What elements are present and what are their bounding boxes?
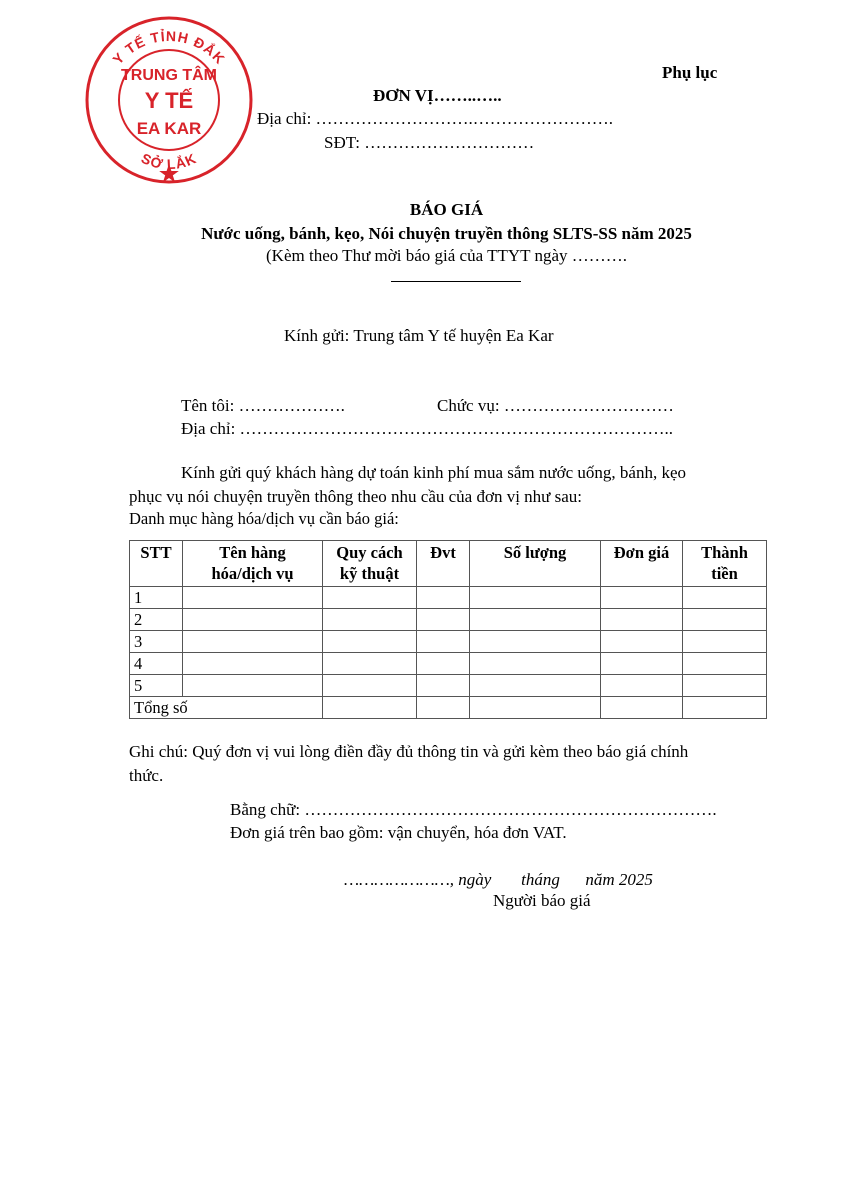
intro-line1: Kính gửi quý khách hàng dự toán kinh phí mua sắm nước uống, bánh, kẹo bbox=[181, 463, 686, 482]
cell-unit bbox=[417, 631, 470, 653]
sender-name: Tên tôi: ………………. bbox=[181, 396, 345, 415]
cell-item-name bbox=[183, 631, 323, 653]
table-row bbox=[130, 675, 767, 697]
stamp-line1: TRUNG TÂM bbox=[121, 67, 217, 84]
cell-stt: 2 bbox=[130, 609, 183, 631]
header-unit: Đvt bbox=[417, 541, 470, 587]
signer-title: Người báo giá bbox=[493, 891, 591, 910]
table-row bbox=[130, 631, 767, 653]
cell-total-amount bbox=[683, 697, 767, 719]
title-divider bbox=[391, 281, 521, 282]
cell-unit-price bbox=[601, 675, 683, 697]
cell-quantity bbox=[470, 631, 601, 653]
price-includes-note: Đơn giá trên bao gồm: vận chuyển, hóa đơn VAT. bbox=[230, 823, 567, 842]
cell-amount bbox=[683, 609, 767, 631]
cell-stt: 1 bbox=[130, 587, 183, 609]
unit-phone: SĐT: ………………………… bbox=[324, 133, 535, 152]
cell-unit bbox=[417, 587, 470, 609]
table-row bbox=[130, 587, 767, 609]
cell-total-label: Tổng số bbox=[130, 697, 323, 719]
page-title: BÁO GIÁ bbox=[409, 200, 484, 219]
cell-stt: 4 bbox=[130, 653, 183, 675]
table-header-row bbox=[130, 541, 767, 587]
unit-name: ĐƠN VỊ……..….. bbox=[373, 86, 502, 105]
intro-line2: phục vụ nói chuyện truyền thông theo nhu cầu của đơn vị như sau: bbox=[129, 487, 583, 506]
cell-spec bbox=[323, 631, 417, 653]
table-row bbox=[130, 653, 767, 675]
cell-total-unit-price bbox=[601, 697, 683, 719]
cell-spec bbox=[323, 675, 417, 697]
cell-item-name bbox=[183, 609, 323, 631]
cell-unit-price bbox=[601, 609, 683, 631]
cell-spec bbox=[323, 587, 417, 609]
stamp-line2: Y TẾ bbox=[144, 88, 194, 113]
header-quantity: Số lượng bbox=[470, 541, 601, 587]
cell-amount bbox=[683, 631, 767, 653]
recipient-line: Kính gửi: Trung tâm Y tế huyện Ea Kar bbox=[284, 326, 554, 345]
appendix-label: Phụ lục bbox=[662, 63, 718, 82]
list-caption: Danh mục hàng hóa/dịch vụ cần báo giá: bbox=[129, 509, 399, 528]
note-line1: Ghi chú: Quý đơn vị vui lòng điền đầy đủ thông tin và gửi kèm theo báo giá chính bbox=[129, 742, 689, 761]
cell-stt: 3 bbox=[130, 631, 183, 653]
header-stt: STT bbox=[130, 541, 183, 587]
cell-quantity bbox=[470, 675, 601, 697]
cell-unit-price bbox=[601, 631, 683, 653]
cell-spec bbox=[323, 653, 417, 675]
table-total-row bbox=[130, 697, 767, 719]
quote-table bbox=[129, 540, 767, 719]
date-line: …………………, ngày tháng năm 2025 bbox=[344, 870, 653, 889]
header-unit-price: Đơn giá bbox=[601, 541, 683, 587]
stamp-seal bbox=[84, 14, 254, 186]
cell-unit bbox=[417, 675, 470, 697]
cell-item-name bbox=[183, 675, 323, 697]
cell-amount bbox=[683, 653, 767, 675]
header-amount: Thành tiền bbox=[683, 541, 767, 587]
header-spec: Quy cách kỹ thuật bbox=[323, 541, 417, 587]
unit-address: Địa chỉ: ……………………….……………………. bbox=[257, 109, 614, 128]
svg-text:Y TẾ TỈNH ĐẮK bbox=[109, 28, 228, 67]
note-line2: thức. bbox=[129, 766, 164, 785]
cell-unit-price bbox=[601, 587, 683, 609]
stamp-line3: EA KAR bbox=[136, 119, 202, 138]
cell-spec bbox=[323, 609, 417, 631]
cell-amount bbox=[683, 675, 767, 697]
cell-item-name bbox=[183, 587, 323, 609]
page-subtitle: Nước uống, bánh, kẹo, Nói chuyện truyền thông SLTS-SS năm 2025 bbox=[201, 224, 692, 243]
stamp-arc-bottom: SỞ LẮK bbox=[138, 149, 200, 173]
header-item-name: Tên hàng hóa/dịch vụ bbox=[183, 541, 323, 587]
stamp-arc-top: Y TẾ TỈNH ĐẮK bbox=[109, 27, 229, 68]
sender-address: Địa chỉ: ………………………………………………………………….. bbox=[181, 419, 674, 438]
cell-unit bbox=[417, 653, 470, 675]
table-row bbox=[130, 609, 767, 631]
cell-total-quantity bbox=[470, 697, 601, 719]
cell-quantity bbox=[470, 653, 601, 675]
cell-amount bbox=[683, 587, 767, 609]
cell-item-name bbox=[183, 653, 323, 675]
cell-total-unit bbox=[417, 697, 470, 719]
cell-total-spec bbox=[323, 697, 417, 719]
title-note: (Kèm theo Thư mời báo giá của TTYT ngày ………. bbox=[266, 246, 627, 265]
cell-unit-price bbox=[601, 653, 683, 675]
cell-stt: 5 bbox=[130, 675, 183, 697]
sender-position: Chức vụ: ………………………… bbox=[437, 396, 674, 415]
cell-quantity bbox=[470, 609, 601, 631]
amount-in-words: Bằng chữ: ………………………………………………………………. bbox=[230, 800, 717, 819]
cell-unit bbox=[417, 609, 470, 631]
cell-quantity bbox=[470, 587, 601, 609]
